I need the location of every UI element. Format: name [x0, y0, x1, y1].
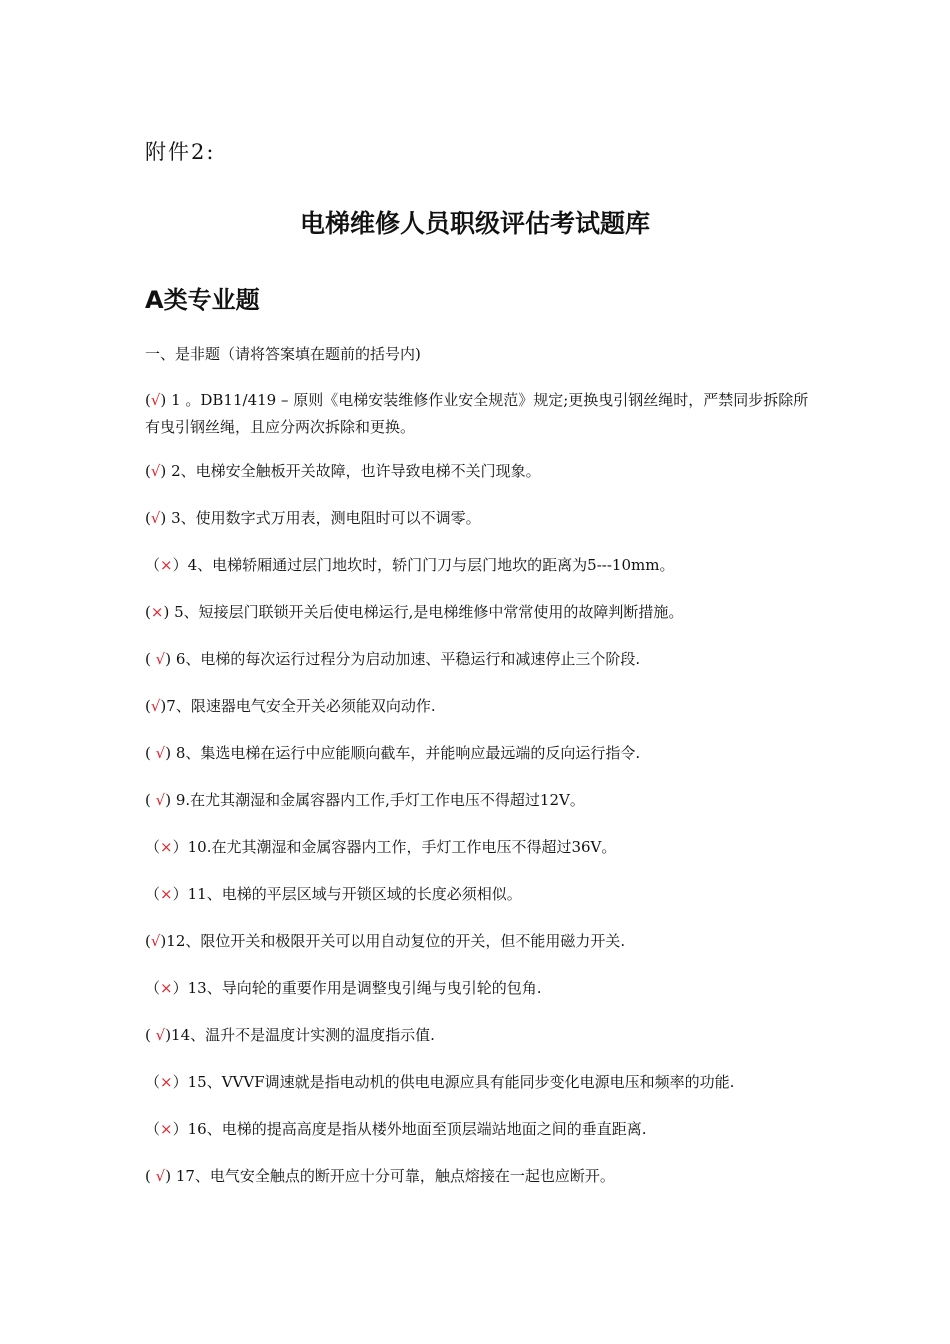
answer-open: （: [145, 838, 161, 856]
answer-close: ): [165, 1167, 172, 1185]
question-item: [145, 1116, 810, 1143]
question-text: 7、限速器电气安全开关必须能双向动作.: [166, 697, 436, 715]
answer-open: (: [145, 603, 151, 621]
cross-mark: ×: [160, 556, 173, 574]
answer-close: ): [165, 744, 172, 762]
answer-open: (: [145, 744, 151, 762]
answer-close: ）: [172, 556, 188, 574]
question-item: [145, 505, 810, 532]
question-item: [145, 1069, 810, 1096]
check-mark: √: [150, 650, 166, 668]
question-text: 8、集选电梯在运行中应能顺向截车，并能响应最远端的反向运行指令.: [175, 744, 641, 762]
question-item: [145, 693, 810, 720]
answer-open: (: [145, 932, 151, 950]
question-item: [145, 975, 810, 1002]
question-item: [145, 740, 810, 767]
question-text: 15、VVVF调速就是指电动机的供电电源应具有能同步变化电源电压和频率的功能.: [187, 1073, 735, 1091]
answer-close: ): [165, 791, 172, 809]
question-item: [145, 928, 810, 955]
answer-open: (: [145, 791, 151, 809]
subsection-heading: 一、是非题（请将答案填在题前的括号内): [145, 345, 421, 363]
question-text: 5、短接层门联锁开关后使电梯运行,是电梯维修中常常使用的故障判断措施。: [174, 603, 684, 621]
cross-mark: ×: [160, 979, 173, 997]
answer-open: (: [145, 697, 151, 715]
answer-open: （: [145, 1120, 161, 1138]
answer-open: (: [145, 391, 151, 409]
question-text: 16、电梯的提高高度是指从楼外地面至顶层端站地面之间的垂直距离.: [187, 1120, 647, 1138]
cross-mark: ×: [150, 603, 164, 621]
question-text: 4、电梯轿厢通过层门地坎时，轿门门刀与层门地坎的距离为5---10mm。: [187, 556, 675, 574]
answer-open: (: [145, 1167, 151, 1185]
answer-open: （: [145, 1073, 161, 1091]
check-mark: √: [150, 697, 161, 715]
answer-open: （: [145, 556, 161, 574]
question-text: 6、电梯的每次运行过程分为启动加速、平稳运行和减速停止三个阶段.: [175, 650, 641, 668]
answer-close: ): [160, 391, 167, 409]
answer-close: ): [163, 603, 170, 621]
question-text: 2、电梯安全触板开关故障，也许导致电梯不关门现象。: [171, 462, 541, 480]
cross-mark: ×: [160, 885, 173, 903]
answer-close: ）: [172, 1120, 188, 1138]
answer-close: ）: [172, 838, 188, 856]
answer-open: (: [145, 462, 151, 480]
question-text: 1 。DB11/419 – 原则《电梯安装维修作业安全规范》规定;更换曳引钢丝绳时，严禁同步拆除所有曳引钢丝绳，且应分两次拆除和更换。: [145, 391, 809, 436]
answer-open: （: [145, 979, 161, 997]
section-title: A类专业题: [145, 286, 260, 314]
question-text: 9.在尤其潮湿和金属容器内工作,手灯工作电压不得超过12V。: [175, 791, 585, 809]
question-text: 14、温升不是温度计实测的温度指示值.: [171, 1026, 435, 1044]
question-text: 13、导向轮的重要作用是调整曳引绳与曳引轮的包角.: [187, 979, 542, 997]
answer-open: （: [145, 885, 161, 903]
question-item: [145, 1163, 810, 1190]
check-mark: √: [150, 462, 161, 480]
question-text: 17、电气安全触点的断开应十分可靠，触点熔接在一起也应断开。: [175, 1167, 615, 1185]
question-item: [145, 599, 810, 626]
check-mark: √: [150, 1167, 166, 1185]
check-mark: √: [150, 791, 166, 809]
answer-close: ）: [172, 1073, 188, 1091]
check-mark: √: [150, 1026, 166, 1044]
answer-open: (: [145, 1026, 151, 1044]
attachment-label: 附件2:: [145, 140, 216, 164]
check-mark: √: [150, 391, 161, 409]
answer-close: ): [165, 650, 172, 668]
answer-close: ): [160, 509, 167, 527]
question-text: 12、限位开关和极限开关可以用自动复位的开关，但不能用磁力开关.: [166, 932, 626, 950]
question-item: [145, 387, 810, 441]
answer-close: ): [160, 932, 167, 950]
document-title: 电梯维修人员职级评估考试题库: [299, 209, 650, 238]
cross-mark: ×: [160, 1073, 173, 1091]
question-item: [145, 458, 810, 485]
answer-close: ): [160, 462, 167, 480]
cross-mark: ×: [160, 838, 173, 856]
answer-close: ): [160, 697, 167, 715]
answer-close: ): [165, 1026, 172, 1044]
answer-close: ）: [172, 979, 188, 997]
answer-close: ）: [172, 885, 188, 903]
answer-open: (: [145, 509, 151, 527]
cross-mark: ×: [160, 1120, 173, 1138]
check-mark: √: [150, 932, 161, 950]
question-item: [145, 787, 810, 814]
answer-open: (: [145, 650, 151, 668]
check-mark: √: [150, 744, 166, 762]
question-text: 11、电梯的平层区域与开锁区域的长度必须相似。: [187, 885, 522, 903]
question-item: [145, 552, 810, 579]
question-item: [145, 881, 810, 908]
question-text: 3、使用数字式万用表，测电阻时可以不调零。: [171, 509, 481, 527]
check-mark: √: [150, 509, 161, 527]
question-item: [145, 646, 810, 673]
question-text: 10.在尤其潮湿和金属容器内工作，手灯工作电压不得超过36V。: [187, 838, 617, 856]
question-item: [145, 1022, 810, 1049]
question-item: [145, 834, 810, 861]
